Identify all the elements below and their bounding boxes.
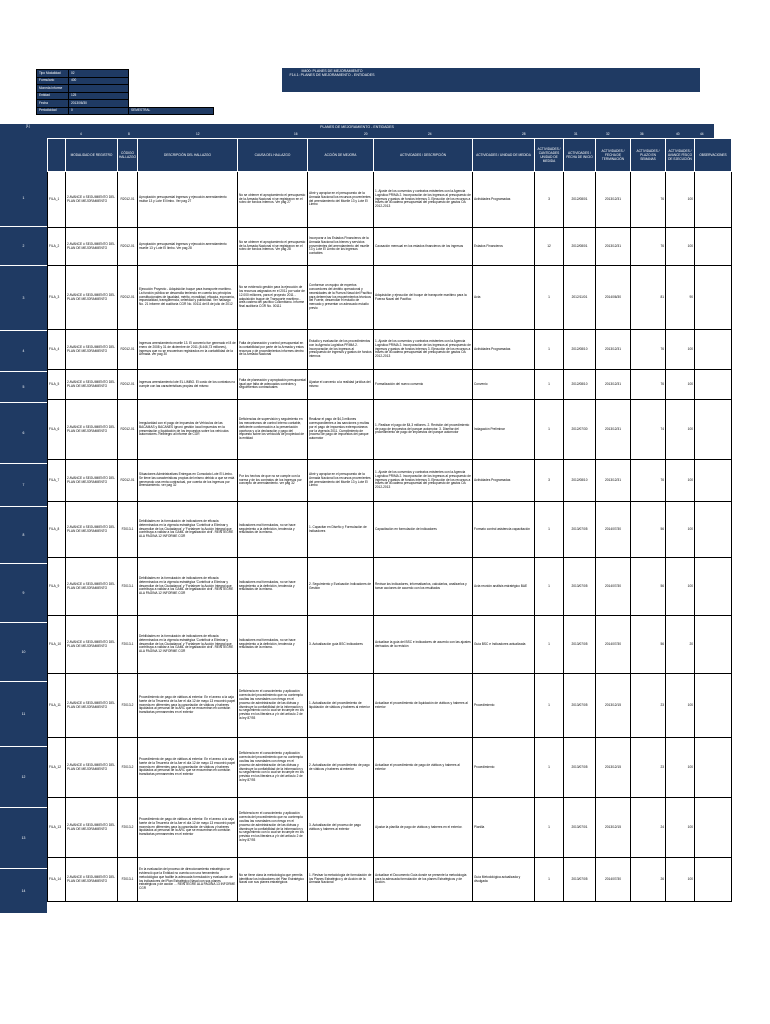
observations xyxy=(695,228,732,266)
improvement-plan-table xyxy=(47,138,732,902)
table-row xyxy=(48,460,732,502)
modality-cell: 2 AVANCE ó SEGUIMIENTO DEL PLAN DE MEJORAMIENTO xyxy=(66,370,118,400)
observations xyxy=(695,502,732,558)
column-number: 32 xyxy=(606,132,610,136)
modality-cell: 2 AVANCE ó SEGUIMIENTO DEL PLAN DE MEJORAMIENTO xyxy=(66,330,118,370)
start-date: 2012/08/10 xyxy=(564,460,596,502)
column-header: ACTIVIDADES / DESCRIPCIÓN xyxy=(374,139,473,172)
progress: 100 xyxy=(666,738,695,798)
finding-description: Situaciones Administrativas Entregas en Comodato Lote El Limbo. Se tiene las características propias del mismo debido a que se está generando una renta contractual, por cuenta de los ingresos por arrendamiento. ver pag 32 xyxy=(138,460,238,502)
start-date: 2013/07/05 xyxy=(564,674,596,738)
finding-description: Debilidades en la formulación de indicadores de eficacia determinados en la vigencia estratégica 'Contribuir a Eliminar y desarrollar de los Ciudadanos' y 'Fortalecer la Acción Integral que contribuya a validar a los GAML de legalización civil'. REINTEGRE ALA PAGINA 12 INFORME CGR xyxy=(138,558,238,616)
unit-of-measure: Actividades Programadas xyxy=(473,330,535,370)
column-header: ACTIVIDADES / PLAZO EN SEMANAS xyxy=(631,139,666,172)
progress: 100 xyxy=(666,858,695,902)
observations xyxy=(695,172,732,228)
start-date: 2013/07/05 xyxy=(564,558,596,616)
row-id: FILA_6 xyxy=(48,400,66,460)
row-id: FILA_8 xyxy=(48,502,66,558)
unit-of-measure: Estados Financieros xyxy=(473,228,535,266)
finding-cause: Deficiencia en el conocimiento y aplicación correcta del procedimiento que no contempla ocultas las novedades con riesgo en el proceso de administración de las divisas y disminuye la confiabilidad de la información y su seguimiento con lo cual se incumple en los previsto en los literales a y b del artículo 2 de la ley 87/93 xyxy=(238,738,308,798)
report-metadata xyxy=(36,69,214,115)
improvement-action: Abrir y apropiar en el presupuesto de la Armada Nacional los recursos provenientes del arrendamiento del Muelle 13 y Lote El Limbo xyxy=(308,460,374,502)
finding-code: F2013-2 xyxy=(118,674,138,738)
finding-description: Procedimiento de pago de viáticos al exterior. En el anexo a la caja fuerte de la Tesorería de la Aer el día 12 de mayo 13 encontró papel moneda en diferentes para la cancelación de viáticos y haberes liquidados al personal de la ARC que se encuentran en comisión transitorias permanentes en el exterior xyxy=(138,674,238,738)
table-row xyxy=(48,738,732,798)
observations xyxy=(695,370,732,400)
end-date: 2014/07/30 xyxy=(596,502,631,558)
observations xyxy=(695,400,732,460)
finding-code: R2012-01 xyxy=(118,330,138,370)
improvement-action: 1. Revisar la metodología de formulación de los Planes Estratégico y de Acción de la Armada Nacional xyxy=(308,858,374,902)
improvement-action: Ajustar el convenio a la realidad jurídica del mismo xyxy=(308,370,374,400)
end-date: 2013/12/31 xyxy=(596,400,631,460)
end-date: 2013/12/31 xyxy=(596,460,631,502)
column-number: 48 xyxy=(745,132,749,136)
observations xyxy=(695,798,732,858)
improvement-action: Conformar un equipo de expertos conocedores del ámbito operacional y necesidades de la Fuerza Naval del Pacífico para determinar los requerimientos técnicos del Fuerte, desarrollar el estudio de mercado y presentar un adecuado estudio previo xyxy=(308,266,374,330)
start-date: 2013/07/05 xyxy=(564,616,596,674)
finding-description: Ingresos arrendamiento muelle 13. El convenio fue generado el 8 de enero de 2008 y 31 de diciembre de 2011 (8.446,73 millones), ingresos que no se encuentran registrados en la contabilidad de la Armada. ver pag 30 xyxy=(138,330,238,370)
quantity: 1 xyxy=(535,330,564,370)
finding-description: Debilidades en la formulación de indicadores de eficacia determinados en la vigencia estratégica 'Contribuir a Eliminar y desarrollar de los Ciudadanos' y 'Fortalecer la Acción Integral que contribuya a validar a los GAML de legalización civil'. REINTEGRE ALA PAGINA 12 INFORME CGR xyxy=(138,502,238,558)
quantity: 1 xyxy=(535,266,564,330)
finding-cause: Deficiencia en el conocimiento y aplicación correcta del procedimiento que no contempla ocultas las novedades con riesgo en el proceso de administración de las divisas y disminuye la confiabilidad de la información y su seguimiento con lo cual se incumple en los previsto en los literales a y b del artículo 2 de la ley 87/93 xyxy=(238,798,308,858)
progress: 100 xyxy=(666,400,695,460)
meta-key: Entidad xyxy=(37,92,69,100)
modality-cell: 2 AVANCE ó SEGUIMIENTO DEL PLAN DE MEJORAMIENTO xyxy=(66,502,118,558)
end-date: 2013/12/15 xyxy=(596,674,631,738)
row-number: 8 xyxy=(0,507,47,564)
start-date: 2012/07/30 xyxy=(564,400,596,460)
finding-code: F2013-1 xyxy=(118,558,138,616)
end-date: 2014/06/30 xyxy=(596,266,631,330)
table-row xyxy=(48,674,732,738)
activity-description: Causación mensual en los estados financieros de los ingresos xyxy=(374,228,473,266)
quantity: 3 xyxy=(535,172,564,228)
column-header: ACTIVIDADES / FECHA DE TERMINACIÓN xyxy=(596,139,631,172)
finding-code: R2012-01 xyxy=(118,400,138,460)
meta-key: Formulario xyxy=(37,77,69,85)
finding-code: R2012-01 xyxy=(118,228,138,266)
activity-description: Adquisición y ejecución del buque de transporte marítimo para la Fuerza Naval del Pacífico xyxy=(374,266,473,330)
activity-description: 1. Ajuste de los convenios y contratos existentes con la Agencia Logística PRIMA 2. Incorporación de los ingresos al presupuesto de ingresos y gastos de fondos internos 3. Ejecución de los recursos a través de la cadena presupuestal del presupuesto de gastos OA 2012-2013 xyxy=(374,460,473,502)
meta-row xyxy=(37,92,214,100)
row-id: FILA_10 xyxy=(48,616,66,674)
weeks: 24 xyxy=(631,798,666,858)
unit-of-measure: Acta xyxy=(473,266,535,330)
weeks: 56 xyxy=(631,616,666,674)
observations xyxy=(695,674,732,738)
progress: 100 xyxy=(666,330,695,370)
weeks: 76 xyxy=(631,330,666,370)
finding-description: Apropiación presupuestal ingresos y ejecución amendamiento multar 13 y Lote El limbo. Ver pag 27 xyxy=(138,172,238,228)
finding-code: F2013-2 xyxy=(118,738,138,798)
start-date: 2013/07/01 xyxy=(564,798,596,858)
unit-of-measure: Planilla xyxy=(473,798,535,858)
end-date: 2014/07/30 xyxy=(596,616,631,674)
column-number: 8 xyxy=(128,132,130,136)
finding-description: Ejecución Proyecto - Adquisición buque para transporte marítimo. La función pública se desarrolla teniendo en cuenta los principios constitucionales de igualdad, mérito, moralidad, eficacia, economía, imparcialidad, transparencia, celeridad y publicidad. Ver hallazgo No. 21 informe del auditoría CGR No. 00111 del 8 de julio de 2012 xyxy=(138,266,238,330)
row-id: FILA_1 xyxy=(48,172,66,228)
row-id: FILA_14 xyxy=(48,858,66,902)
end-date: 2013/12/31 xyxy=(596,330,631,370)
table-row xyxy=(48,330,732,370)
progress: 100 xyxy=(666,370,695,400)
modality-cell: 2 AVANCE ó SEGUIMIENTO DEL PLAN DE MEJORAMIENTO xyxy=(66,858,118,902)
row-number: 10 xyxy=(0,623,47,682)
meta-row xyxy=(37,70,214,78)
meta-key: Periodicidad xyxy=(37,107,69,115)
improvement-action: 2. Actualización del procedimiento de pago de viáticos y haberes al exterior xyxy=(308,738,374,798)
end-date: 2013/12/31 xyxy=(596,370,631,400)
column-header: CÓDIGO HALLAZGO xyxy=(118,139,138,172)
unit-of-measure: Formato control asistencia capacitación xyxy=(473,502,535,558)
table-row xyxy=(48,228,732,266)
progress: 20 xyxy=(666,616,695,674)
column-number: 20 xyxy=(364,132,368,136)
column-header: CAUSA DEL HALLAZGO xyxy=(238,139,308,172)
finding-description: En la evaluación del proceso de direccionamiento estratégico se evidenció que la Entidad no cuenta con una herramienta metodológica que facilite la adecuada formulación y evaluación de los indicadores del Plan Estratégico Naval con sus planes estratégicos y de acción ... REINTEGRE ALA PAGINA 13 INFORME CGR xyxy=(138,858,238,902)
finding-cause: Falta de planeación y control presupuestal en la contabilidad por parte de la Armada y estos recursos y de procedimientos informes dentro de la Armada Nacional xyxy=(238,330,308,370)
unit-of-measure: Procedimiento xyxy=(473,738,535,798)
unit-of-measure: Actividades Programadas xyxy=(473,172,535,228)
end-date: 2013/12/15 xyxy=(596,738,631,798)
progress: 100 xyxy=(666,798,695,858)
observations xyxy=(695,330,732,370)
finding-code: F2013-2 xyxy=(118,798,138,858)
progress: 100 xyxy=(666,228,695,266)
quantity: 1 xyxy=(535,674,564,738)
start-date: 2013/07/05 xyxy=(564,502,596,558)
unit-of-measure: Procedimiento xyxy=(473,674,535,738)
finding-code: F2013-1 xyxy=(118,502,138,558)
modality-cell: 2 AVANCE ó SEGUIMIENTO DEL PLAN DE MEJORAMIENTO xyxy=(66,400,118,460)
weeks: 81 xyxy=(631,266,666,330)
finding-code: R2012-01 xyxy=(118,460,138,502)
end-date: 2013/12/15 xyxy=(596,798,631,858)
quantity: 3 xyxy=(535,460,564,502)
row-id: FILA_12 xyxy=(48,738,66,798)
modality-cell: 2 AVANCE ó SEGUIMIENTO DEL PLAN DE MEJORAMIENTO xyxy=(66,616,118,674)
start-date: 2012/08/01 xyxy=(564,172,596,228)
row-number: 13 xyxy=(0,808,47,869)
row-number: 3 xyxy=(0,266,47,331)
finding-description: Debilidades en la formulación de indicadores de eficacia determinados en la vigencia estratégica 'Contribuir a Eliminar y desarrollar de los Ciudadanos' y 'Fortalecer la Acción Integral que contribuya a validar a los GAML de legalización civil'. REINTEGRE ALA PAGINA 12 INFORME CGR xyxy=(138,616,238,674)
column-number: 24 xyxy=(428,132,432,136)
table-row xyxy=(48,616,732,674)
progress: 100 xyxy=(666,674,695,738)
improvement-action: 1. Actualización del procedimiento de liquidación de viáticos y haberes al exterior xyxy=(308,674,374,738)
improvement-action: Estudio y evaluación de los procedimientos con la Agencia Logística PRIMA 2. Incorporación de los ingresos al presupuesto de ingresos y gastos de fondos internos xyxy=(308,330,374,370)
unit-of-measure: Convenio xyxy=(473,370,535,400)
end-date: 2014/07/30 xyxy=(596,858,631,902)
row-number: 1 xyxy=(0,170,47,227)
row-number: 4 xyxy=(0,331,47,372)
weeks: 26 xyxy=(631,858,666,902)
row-number: 11 xyxy=(0,682,47,747)
activity-description: Formalización del nuevo convenio xyxy=(374,370,473,400)
finding-description: Irregularidad con el pago de impuestos de Vehículos de las BACAMAS y BACANES ignoró gestión local impuestos en la presentación y liquidación de los impuestos sobre los vehículos automotores. Reintegro al informe de CGR xyxy=(138,400,238,460)
improvement-action: Incorporar a los Estados Financieros de la Armada Nacional los bienes y servicios provenientes del arrendamiento del muelle 13 y Lote El Limbo de los ingresos contables xyxy=(308,228,374,266)
row-id: FILA_9 xyxy=(48,558,66,616)
activity-description: Actualizar el procedimiento de liquidación de viáticos y haberes al exterior xyxy=(374,674,473,738)
improvement-action: Abrir y apropiar en el presupuesto de la Armada Nacional los recursos provenientes del arrendamiento del Muelle 13 y Lote El Limbo xyxy=(308,172,374,228)
start-date: 2013/07/05 xyxy=(564,858,596,902)
progress: 90 xyxy=(666,266,695,330)
table-row xyxy=(48,502,732,558)
row-number: 5 xyxy=(0,372,47,403)
meta-value xyxy=(69,85,129,93)
quantity: 12 xyxy=(535,228,564,266)
row-number: 2 xyxy=(0,227,47,266)
meta-value-2: SEMESTRAL xyxy=(129,107,214,115)
finding-code: R2012-01 xyxy=(118,172,138,228)
activity-description: 1. Ajuste de los convenios y contratos existentes con la Agencia Logística PRIMA 2. Incorporación de los ingresos al presupuesto de ingresos y gastos de fondos internos 3. Ejecución de los recursos a través de la cadena presupuestal del presupuesto de gastos OA 2012-2013 xyxy=(374,330,473,370)
row-id: FILA_11 xyxy=(48,674,66,738)
activity-description: 1. Ajuste de los convenios y contratos existentes con la Agencia Logística PRIMA 2. Incorporación de los ingresos al presupuesto de ingresos y gastos de fondos internos 3. Ejecución de los recursos a través de la cadena presupuestal del presupuesto de gastos OA 2012-2013 xyxy=(374,172,473,228)
improvement-action: 1. Capacitar en Diseño y Formulación de indicadores xyxy=(308,502,374,558)
weeks: 76 xyxy=(631,460,666,502)
weeks: 76 xyxy=(631,228,666,266)
column-number: 40 xyxy=(676,132,680,136)
meta-key: Tipo Modalidad xyxy=(37,70,69,78)
modality-cell: 2 AVANCE ó SEGUIMIENTO DEL PLAN DE MEJORAMIENTO xyxy=(66,172,118,228)
row-id: FILA_4 xyxy=(48,330,66,370)
start-date: 2012/08/10 xyxy=(564,330,596,370)
meta-value: 400 xyxy=(69,77,129,85)
start-date: 2012/08/01 xyxy=(564,228,596,266)
column-header: MODALIDAD DE REGISTRO xyxy=(66,139,118,172)
activity-description: Ajustar la planilla de pago de viáticos y haberes en el exterior. xyxy=(374,798,473,858)
weeks: 23 xyxy=(631,674,666,738)
quantity: 1 xyxy=(535,616,564,674)
meta-key: Fecha xyxy=(37,100,69,108)
quantity: 1 xyxy=(535,558,564,616)
activity-description: Actualizar la guía del BSC e indicadores de acuerdo con las ajustes derivados de la revisión xyxy=(374,616,473,674)
modality-cell: 2 AVANCE ó SEGUIMIENTO DEL PLAN DE MEJORAMIENTO xyxy=(66,738,118,798)
meta-row xyxy=(37,85,214,93)
report-title xyxy=(282,69,382,78)
finding-description: Apropiación presupuestal ingresos y ejecución amendamiento muelle 13 y Lote El limbo. Ver pag 28 xyxy=(138,228,238,266)
start-date: 2012/08/10 xyxy=(564,370,596,400)
column-header: ACTIVIDADES / UNIDAD DE MEDIDA xyxy=(473,139,535,172)
table-row xyxy=(48,858,732,902)
finding-code: F2013-1 xyxy=(118,616,138,674)
unit-of-measure: Indagación Preliminar xyxy=(473,400,535,460)
column-header: OBSERVACIONES xyxy=(695,139,732,172)
unit-of-measure: Acta reunión análisis estratégico BAE xyxy=(473,558,535,616)
table-row xyxy=(48,266,732,330)
meta-row xyxy=(37,107,214,115)
column-number: 4 xyxy=(80,132,82,136)
unit-of-measure: Guía BSC e Indicadores actualizada xyxy=(473,616,535,674)
modality-cell: 2 AVANCE ó SEGUIMIENTO DEL PLAN DE MEJORAMIENTO xyxy=(66,798,118,858)
observations xyxy=(695,460,732,502)
finding-code: R2012-01 xyxy=(118,266,138,330)
row-number: 6 xyxy=(0,403,47,464)
column-number: 12 xyxy=(196,132,200,136)
finding-cause: Indicadores mal formulados, no se hace seguimiento a la definición, tendencia y resultados de la misma. xyxy=(238,616,308,674)
end-date: 2014/07/30 xyxy=(596,558,631,616)
header-blank xyxy=(48,139,66,172)
modality-cell: 2 AVANCE ó SEGUIMIENTO DEL PLAN DE MEJORAMIENTO xyxy=(66,228,118,266)
improvement-action: 2. Seguimiento y Evaluación Indicadores de Gestión xyxy=(308,558,374,616)
finding-cause: Falta de planeación y apropiación presupuestal igual que falta de adecuados controles y seguimientos contractuales xyxy=(238,370,308,400)
start-date: 2013/07/05 xyxy=(564,738,596,798)
observations xyxy=(695,266,732,330)
weeks: 56 xyxy=(631,502,666,558)
finding-cause: Indicadores mal formulados, no se hace seguimiento a la definición, tendencia y resultados de la misma. xyxy=(238,502,308,558)
row-number: 9 xyxy=(0,564,47,623)
finding-code: F2013-1 xyxy=(118,858,138,902)
finding-code: R2012-01 xyxy=(118,370,138,400)
quantity: 1 xyxy=(535,400,564,460)
improvement-action: 3. Actualización del proceso de pago viáticos y haberes al exterior xyxy=(308,798,374,858)
finding-cause: No se tiene clara la metodología que permita identificar los indicadores del Plan Estratégico Naval con sus planes estratégicos xyxy=(238,858,308,902)
quantity: 1 xyxy=(535,370,564,400)
activity-description: Actualizar el procedimiento de pago de viáticos y haberes al exterior xyxy=(374,738,473,798)
unit-of-measure: Actividades Programadas xyxy=(473,460,535,502)
column-number: 28 xyxy=(522,132,526,136)
meta-value: 2013/06/30 xyxy=(69,100,129,108)
meta-value: 0 xyxy=(69,107,129,115)
finding-cause: Deficiencias de supervisión y seguimiento en los mecanismos de control interno contable, deficiente conformación a la presentación oportuna y a la declaración y pago del impuesto sobre los vehículos de propiedad de la entidad xyxy=(238,400,308,460)
finding-description: Procedimiento de pago de viáticos al exterior. En el anexo a la caja fuerte de la Tesorería de la Aer el día 12 de mayo 13 encontró papel moneda en diferentes para la cancelación de viáticos y haberes liquidados al personal de la ARC que se encuentran en comisión transitorias permanentes en el exterior xyxy=(138,738,238,798)
title-line-1: M400: PLANES DE MEJORAMIENTO xyxy=(301,69,363,73)
finding-cause: Por los hechos de que no se cumple con la norma y de los contratos de los ingresos por concepto de arrendamiento. ver pag 32 xyxy=(238,460,308,502)
activity-description: Actualizar el Documento Guía donde se presente la metodología para la adecuada formulación de los planes Estratégicos y de Acción. xyxy=(374,858,473,902)
weeks: 23 xyxy=(631,738,666,798)
modality-cell: 2 AVANCE ó SEGUIMIENTO DEL PLAN DE MEJORAMIENTO xyxy=(66,674,118,738)
meta-row xyxy=(37,100,214,108)
meta-value: 02 xyxy=(69,70,129,78)
meta-row xyxy=(37,77,214,85)
p-number: [1] xyxy=(26,124,30,128)
row-number-column xyxy=(0,170,47,914)
finding-cause: No se obtener el apropiamiento el presupuesto de la Armada Nacional ni se registraron en el rubro de fondos internos. Ver pag 28 xyxy=(238,228,308,266)
activity-description: Revisar los indicadores, informatizarlos, calcularlos, analizarlos y tomar acciones de acuerdo con los resultados xyxy=(374,558,473,616)
row-id: FILA_3 xyxy=(48,266,66,330)
table-row xyxy=(48,400,732,460)
improvement-action: Realizar el pago de $4,3 millones correspondientes a las sanciones y multas por el pago de impuestos extemporáneos por la vigencia 2011. Cumplimiento de proceso de pago de impuestos del parque automotor xyxy=(308,400,374,460)
progress: 100 xyxy=(666,502,695,558)
column-header: ACCIÓN DE MEJORA xyxy=(308,139,374,172)
title-line-2: F14.1: PLANES DE MEJORAMIENTO - ENTIDADES xyxy=(289,73,375,78)
column-number: 44 xyxy=(700,132,704,136)
quantity: 1 xyxy=(535,858,564,902)
plan-heading: PLANES DE MEJORAMIENTO - ENTIDADES xyxy=(320,125,394,129)
finding-cause: No se obtener el apropiamiento el presupuesto de la Armada Nacional ni se registraron en el rubro de fondos internos. Ver pag 27 xyxy=(238,172,308,228)
weeks: 76 xyxy=(631,370,666,400)
table-row xyxy=(48,172,732,228)
finding-description: Procedimiento de pago de viáticos al exterior. En el anexo a la caja fuerte de la Tesorería de la Aer el día 12 de mayo 13 encontró papel moneda en diferentes para la cancelación de viáticos y haberes liquidados al personal de la ARC que se encuentran en comisión transitorias permanentes en el exterior xyxy=(138,798,238,858)
observations xyxy=(695,738,732,798)
end-date: 2013/12/31 xyxy=(596,172,631,228)
observations xyxy=(695,558,732,616)
column-header: ACTIVIDADES / FECHA DE INICIO xyxy=(564,139,596,172)
modality-cell: 2 AVANCE ó SEGUIMIENTO DEL PLAN DE MEJORAMIENTO xyxy=(66,558,118,616)
weeks: 74 xyxy=(631,400,666,460)
meta-key: Moneda Informe xyxy=(37,85,69,93)
row-number: 14 xyxy=(0,869,47,914)
quantity: 1 xyxy=(535,738,564,798)
table-row xyxy=(48,558,732,616)
row-id: FILA_13 xyxy=(48,798,66,858)
unit-of-measure: Guía Metodológica actualizada y divulgada xyxy=(473,858,535,902)
activity-description: Capacitación en formulación de indicadores xyxy=(374,502,473,558)
quantity: 1 xyxy=(535,798,564,858)
observations xyxy=(695,616,732,674)
observations xyxy=(695,858,732,902)
table-row xyxy=(48,370,732,400)
finding-cause: Deficiencia en el conocimiento y aplicación correcta del procedimiento que no contempla ocultas las novedades con riesgo en el proceso de administración de las divisas y disminuye la confiabilidad de la información y su seguimiento con lo cual se incumple en los previsto en los literales a y b del artículo 2 de la ley 87/93 xyxy=(238,674,308,738)
meta-value: 125 xyxy=(69,92,129,100)
progress: 100 xyxy=(666,460,695,502)
column-number: 36 xyxy=(640,132,644,136)
progress: 100 xyxy=(666,558,695,616)
row-id: FILA_7 xyxy=(48,460,66,502)
column-header: ACTIVIDADES / AVANCE FÍSICO DE EJECUCIÓN xyxy=(666,139,695,172)
end-date: 2013/12/31 xyxy=(596,228,631,266)
modality-cell: 2 AVANCE ó SEGUIMIENTO DEL PLAN DE MEJORAMIENTO xyxy=(66,460,118,502)
table-row xyxy=(48,798,732,858)
modality-cell: 2 AVANCE ó SEGUIMIENTO DEL PLAN DE MEJORAMIENTO xyxy=(66,266,118,330)
finding-cause: No se evidenció gestión para la ejecución de los recursos asignados en el 2011 por valor de 12.000 millones, para el proyecto 2011 -adquisición buque de Transporte marítimo - área costera del pacífico Colombiano. Informe final auditoría CGR No. 00111 xyxy=(238,266,308,330)
activity-description: 1. Realizar el pago de $4,3 millones. 2. Revisión del procedimiento de pago de impuestos del parque automotor. 3. Diseñar del procedimiento de pago de impuestos del parque automotor xyxy=(374,400,473,460)
column-number: 16 xyxy=(294,132,298,136)
weeks: 76 xyxy=(631,172,666,228)
row-number: 12 xyxy=(0,747,47,808)
progress: 100 xyxy=(666,172,695,228)
row-id: FILA_2 xyxy=(48,228,66,266)
finding-cause: Indicadores mal formulados, no se hace seguimiento a la definición, tendencia y resultados de la misma. xyxy=(238,558,308,616)
finding-description: Ingresos arrendamiento lote EL LIMBO. El costo de los contratos no cumple con las características propias del mismo xyxy=(138,370,238,400)
column-header: ACTIVIDADES / CANTIDADES UNIDAD DE MEDIDA xyxy=(535,139,564,172)
quantity: 1 xyxy=(535,502,564,558)
start-date: 2012/11/01 xyxy=(564,266,596,330)
column-number: 31 xyxy=(574,132,578,136)
row-number: 7 xyxy=(0,464,47,507)
column-header: DESCRIPCIÓN DEL HALLAZGO xyxy=(138,139,238,172)
row-id: FILA_5 xyxy=(48,370,66,400)
weeks: 56 xyxy=(631,558,666,616)
improvement-action: 3. Actualización guía BSC indicadores xyxy=(308,616,374,674)
